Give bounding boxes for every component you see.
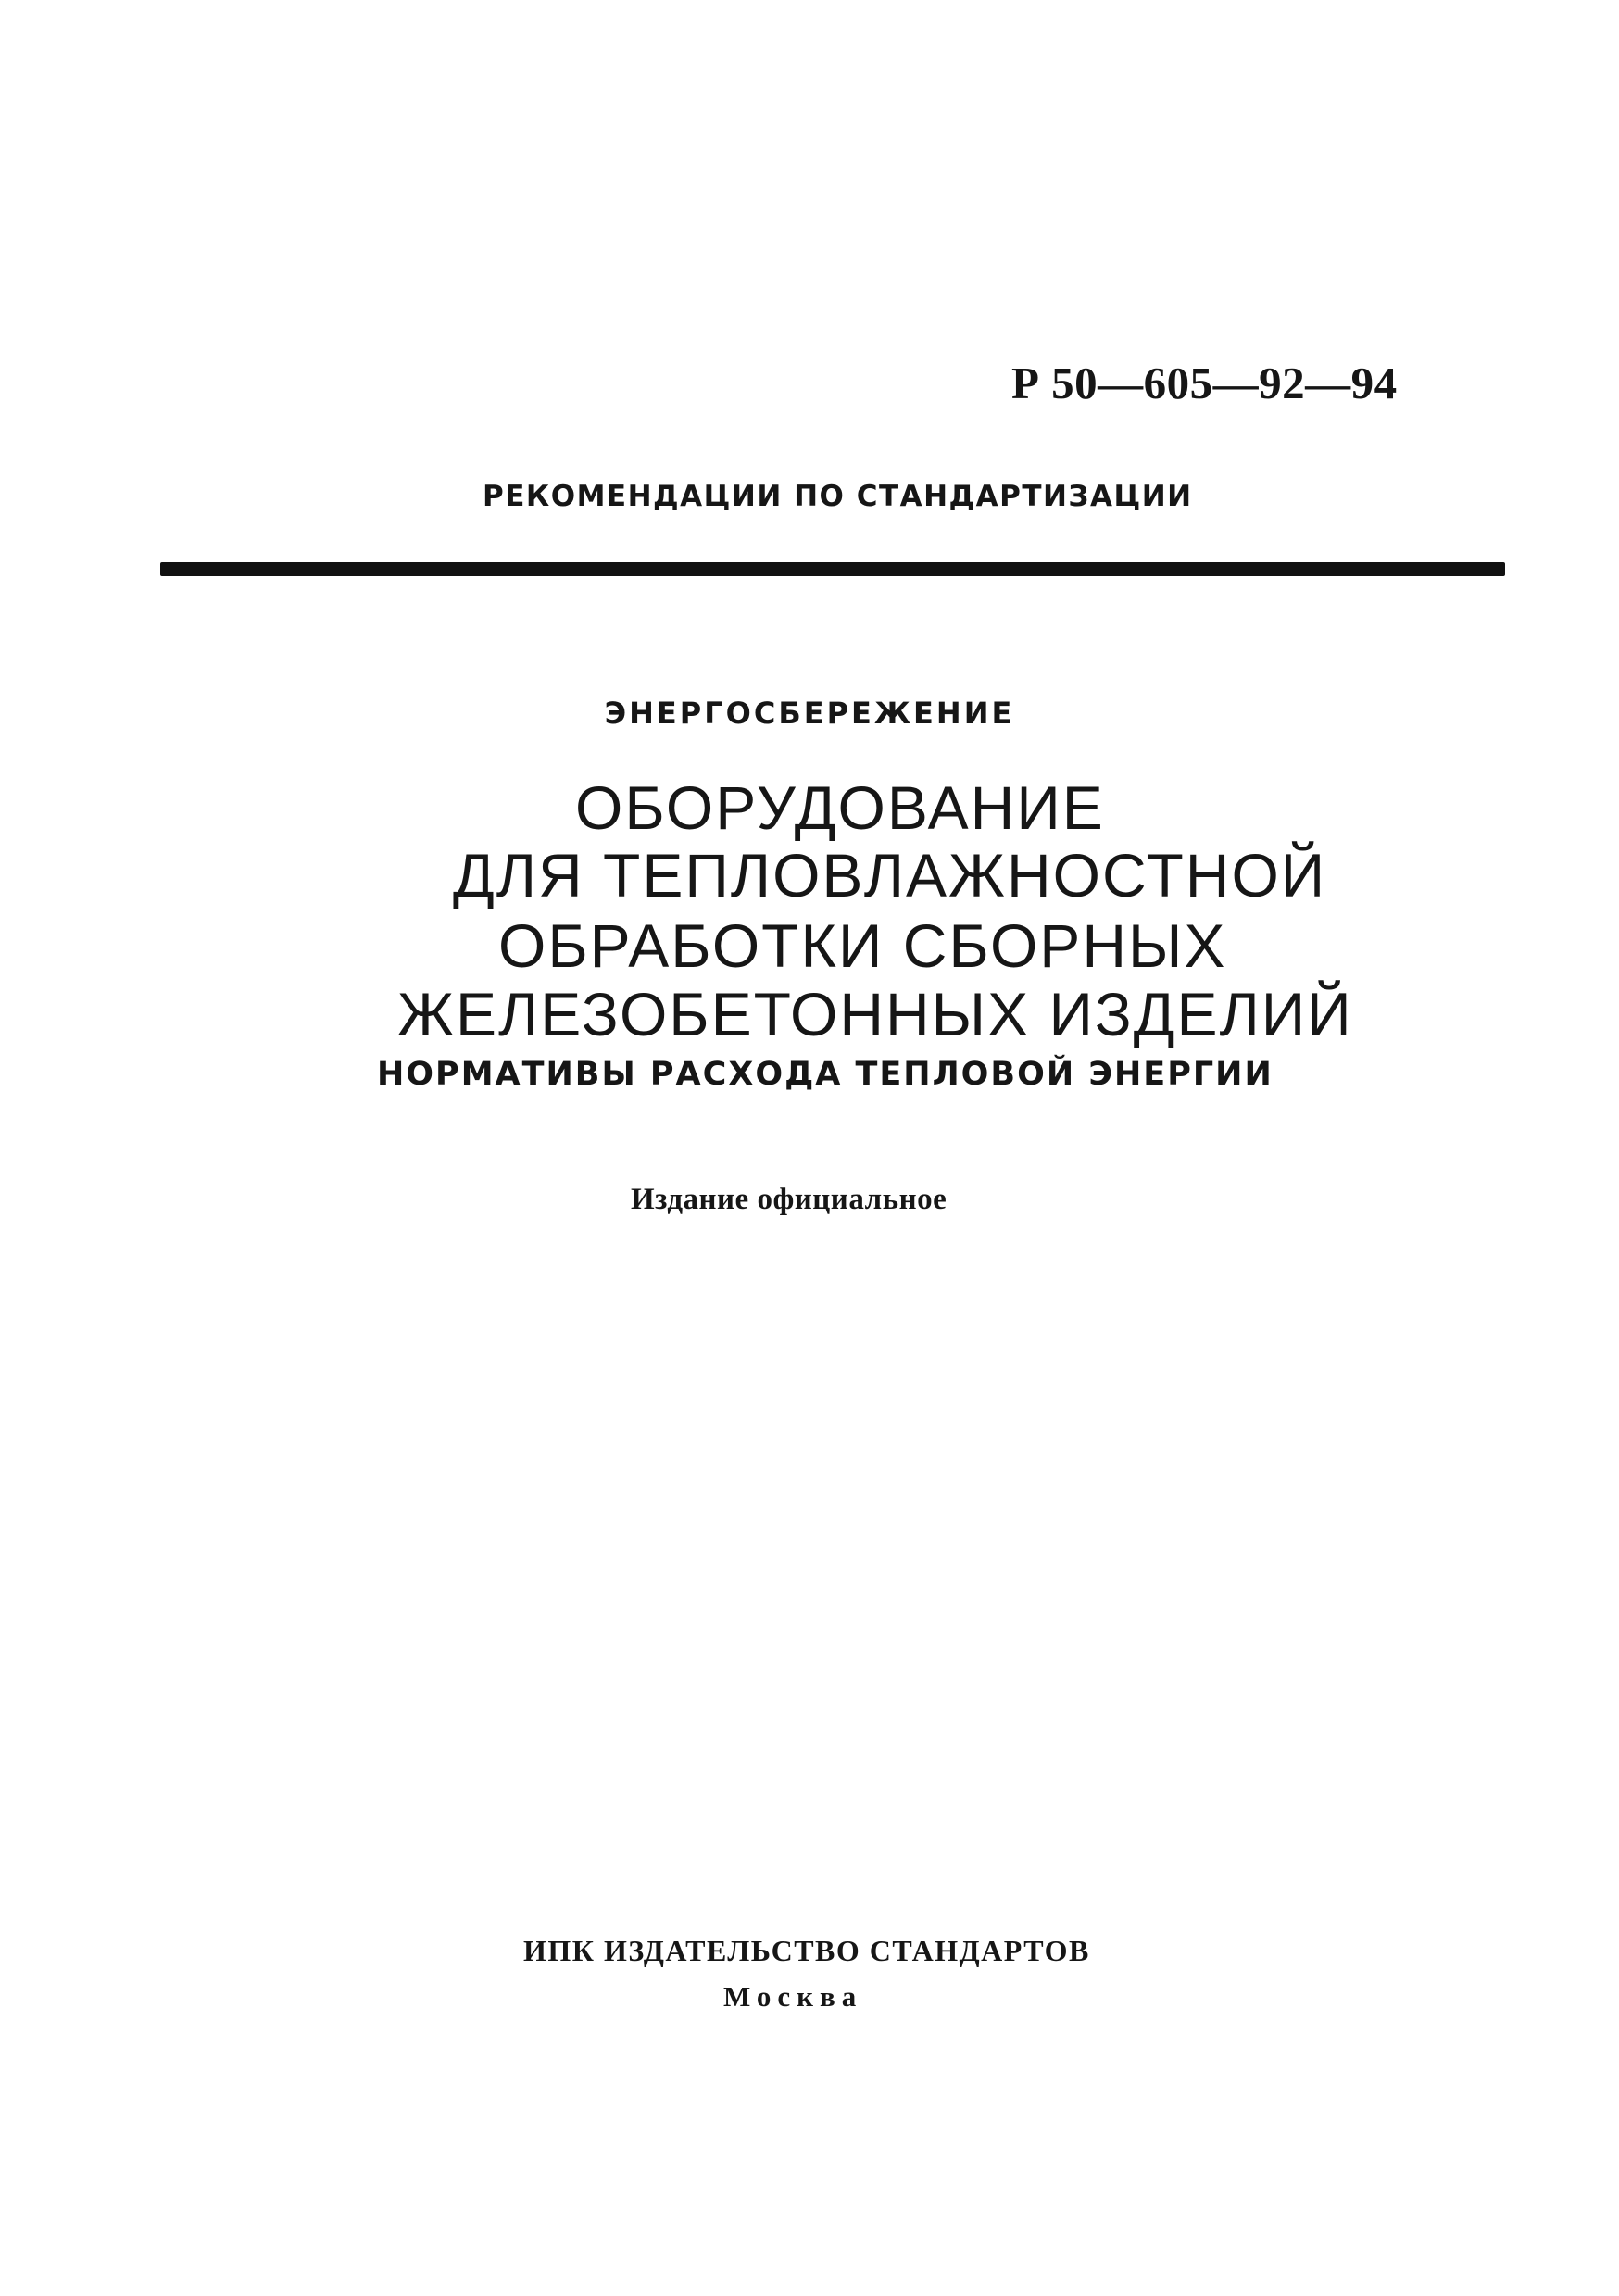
title-line-4: ЖЕЛЕЗОБЕТОННЫХ ИЗДЕЛИЙ [397, 980, 1353, 1048]
document-subtitle: НОРМАТИВЫ РАСХОДА ТЕПЛОВОЙ ЭНЕРГИИ [377, 1056, 1274, 1093]
publisher-city: Москва [723, 1980, 863, 2013]
title-line-2: ДЛЯ ТЕПЛОВЛАЖНОСТНОЙ [453, 841, 1327, 910]
header-rule [160, 562, 1505, 576]
document-series: РЕКОМЕНДАЦИИ ПО СТАНДАРТИЗАЦИИ [483, 480, 1193, 513]
publisher-name: ИПК ИЗДАТЕЛЬСТВО СТАНДАРТОВ [523, 1934, 1090, 1967]
document-topic: ЭНЕРГОСБЕРЕЖЕНИЕ [604, 696, 1015, 731]
document-designation: Р 50—605—92—94 [1011, 358, 1398, 408]
title-line-3: ОБРАБОТКИ СБОРНЫХ [498, 911, 1227, 980]
edition-note: Издание официальное [631, 1183, 948, 1216]
title-line-1: ОБОРУДОВАНИЕ [575, 773, 1105, 842]
